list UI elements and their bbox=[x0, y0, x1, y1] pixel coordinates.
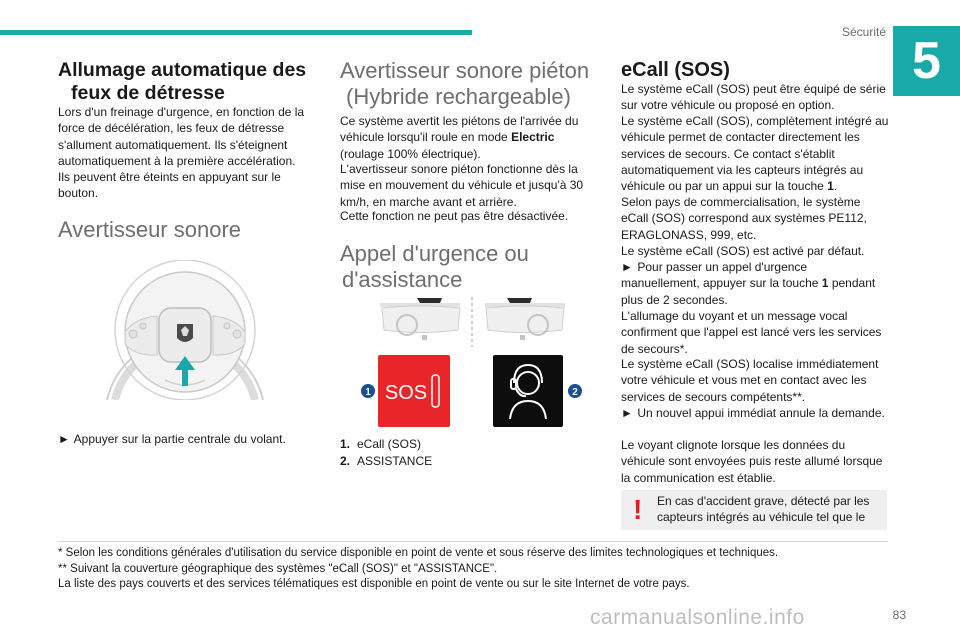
pedestrian-horn-title: Avertisseur sonore piéton (Hybride rechargeable) bbox=[340, 58, 590, 109]
ecall-p1: Le système eCall (SOS) peut être équipé de série sur votre véhicule ou proposé en option. bbox=[621, 82, 886, 113]
warning-text: En cas d'accident grave, détecté par les capteurs intégrés au véhicule tel que le bbox=[657, 494, 870, 525]
list-item: 1. eCall (SOS) bbox=[340, 437, 422, 451]
header-accent-bar bbox=[0, 30, 472, 35]
steering-wheel-illustration bbox=[95, 260, 275, 400]
footnotes bbox=[58, 546, 888, 593]
badge-2: 2 bbox=[572, 387, 578, 398]
section-label: Sécurité bbox=[841, 25, 886, 39]
hazard-body: Lors d'un freinage d'urgence, en fonction de la force de décélération, les feux de détresse s'allument automatiquement. Ils s'éteignent automatiquement à la première accélération. Ils peuvent être éteints en appuyant sur le bouton. bbox=[58, 105, 305, 201]
hazard-title: Allumage automatique des feux de détresse bbox=[58, 59, 307, 104]
footnote-divider bbox=[58, 541, 888, 542]
horn-instruction: ► Appuyer sur la partie centrale du volant. bbox=[58, 432, 286, 446]
list-item: 2. ASSISTANCE bbox=[340, 453, 433, 468]
ecall-p8: ► Un nouvel appui immédiat annule la demande. bbox=[621, 406, 885, 420]
ecall-p6: L'allumage du voyant et un message vocal confirment que l'appel est lancé vers les services de secours*. bbox=[621, 309, 882, 356]
pedestrian-horn-p3: Cette fonction ne peut pas être désactivée. bbox=[340, 209, 569, 223]
ecall-p9: Le voyant clignote lorsque les données du véhicule sont envoyées puis reste allumé lorsque la communication est établie. bbox=[621, 438, 883, 485]
ecall-p5: ► Pour passer un appel d'urgence manuellement, appuyer sur la touche 1 pendant plus de 2 secondes. bbox=[621, 260, 876, 307]
footnote-2: ** Suivant la couverture géographique des systèmes "eCall (SOS)" et "ASSISTANCE". bbox=[58, 562, 498, 575]
pedestrian-horn-p1: Ce système avertit les piétons de l'arrivée du véhicule lorsqu'il roule en mode Electric (roulage 100% électrique). bbox=[340, 114, 579, 161]
ecall-p2: Le système eCall (SOS), complètement intégré au véhicule permet de contacter directement les services de secours. Ce contact s'établit automatiquement via les capteurs intégrés au véhicule ou par un appui sur la touche 1. bbox=[621, 114, 889, 194]
sos-label: SOS bbox=[384, 382, 428, 404]
button-legend bbox=[340, 436, 432, 469]
emergency-call-title: Appel d'urgence ou d'assistance bbox=[340, 241, 529, 292]
badge-1: 1 bbox=[365, 387, 371, 398]
exclamation-icon: ! bbox=[633, 494, 643, 525]
ecall-p3: Selon pays de commercialisation, le système eCall (SOS) correspond aux systèmes PE112, ERAGLONASS, 999, etc. bbox=[621, 195, 867, 242]
page-number: 83 bbox=[892, 608, 906, 622]
ecall-p4: Le système eCall (SOS) est activé par défaut. bbox=[621, 244, 865, 258]
footnote-3: La liste des pays couverts et des services télématiques est disponible en point de vente ou sur le site Internet de votre pays. bbox=[58, 578, 690, 590]
emergency-call-illustration bbox=[360, 295, 585, 430]
pedestrian-horn-p2: L'avertisseur sonore piéton fonctionne dès la mise en mouvement du véhicule et jusqu'à 30 km/h, en marche avant et arrière. bbox=[340, 162, 584, 209]
watermark: carmanualsonline.info bbox=[590, 606, 805, 629]
warning-box bbox=[621, 490, 887, 530]
chapter-number: 5 bbox=[893, 26, 960, 96]
horn-title: Avertisseur sonore bbox=[58, 217, 242, 242]
ecall-p7: Le système eCall (SOS) localise immédiatement votre véhicule et vous met en contact avec les services de secours compétents**. bbox=[621, 357, 879, 404]
footnote-1: * Selon les conditions générales d'utilisation du service disponible en point de vente et sous réserve des limites technologiques et techniques. bbox=[58, 547, 779, 559]
ecall-title: eCall (SOS) bbox=[621, 59, 730, 81]
